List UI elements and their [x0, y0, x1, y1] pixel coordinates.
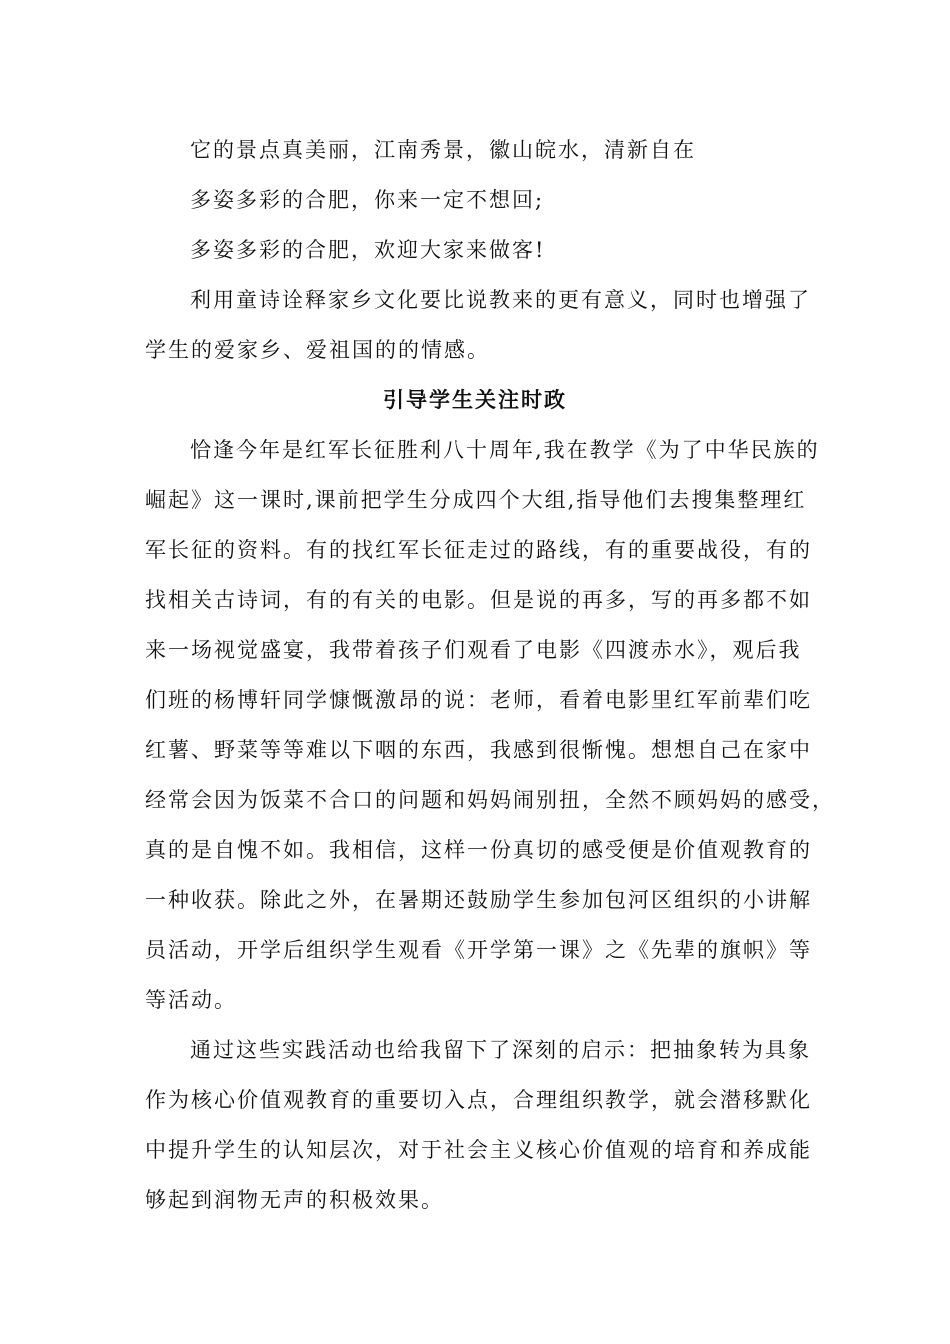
paragraph-line: 员活动，开学后组织学生观看《开学第一课》之《先辈的旗帜》等: [145, 938, 812, 962]
paragraph-line: 找相关古诗词，有的有关的电影。但是说的再多，写的再多都不如: [145, 588, 812, 612]
section-heading: 引导学生关注时政: [383, 387, 567, 412]
paragraph-line: 崛起》这一课时,课前把学生分成四个大组,指导他们去搜集整理红: [145, 488, 807, 512]
paragraph-line: 够起到润物无声的积极效果。: [145, 1188, 444, 1212]
poem-line: 多姿多彩的合肥，欢迎大家来做客!: [190, 238, 546, 262]
paragraph-line: 经常会因为饭菜不合口的问题和妈妈闹别扭，全然不顾妈妈的感受，: [145, 788, 835, 812]
paragraph-line: 作为核心价值观教育的重要切入点，合理组织教学，就会潜移默化: [145, 1088, 812, 1112]
paragraph-line: 通过这些实践活动也给我留下了深刻的启示：把抽象转为具象: [190, 1038, 811, 1062]
poem-line: 多姿多彩的合肥，你来一定不想回;: [190, 188, 545, 212]
paragraph-line: 红薯、野菜等等难以下咽的东西，我感到很惭愧。想想自己在家中: [145, 738, 812, 762]
paragraph-line: 等活动。: [145, 988, 237, 1012]
paragraph-line: 利用童诗诠释家乡文化要比说教来的更有意义，同时也增强了: [190, 288, 811, 312]
paragraph-line: 一种收获。除此之外，在暑期还鼓励学生参加包河区组织的小讲解: [145, 888, 812, 912]
paragraph-line: 来一场视觉盛宴，我带着孩子们观看了电影《四渡赤水》，观后我: [145, 638, 802, 662]
paragraph-line: 军长征的资料。有的找红军长征走过的路线，有的重要战役，有的: [145, 538, 812, 562]
poem-line: 它的景点真美丽，江南秀景，徽山皖水，清新自在: [190, 138, 696, 162]
paragraph-line: 恰逢今年是红军长征胜利八十周年,我在教学《为了中华民族的: [190, 438, 820, 462]
paragraph-line: 真的是自愧不如。我相信，这样一份真切的感受便是价值观教育的: [145, 838, 812, 862]
paragraph-line: 学生的爱家乡、爱祖国的的情感。: [145, 338, 490, 362]
paragraph-line: 中提升学生的认知层次，对于社会主义核心价值观的培育和养成能: [145, 1138, 812, 1162]
paragraph-line: 们班的杨博轩同学慷慨激昂的说：老师，看着电影里红军前辈们吃: [145, 688, 812, 712]
